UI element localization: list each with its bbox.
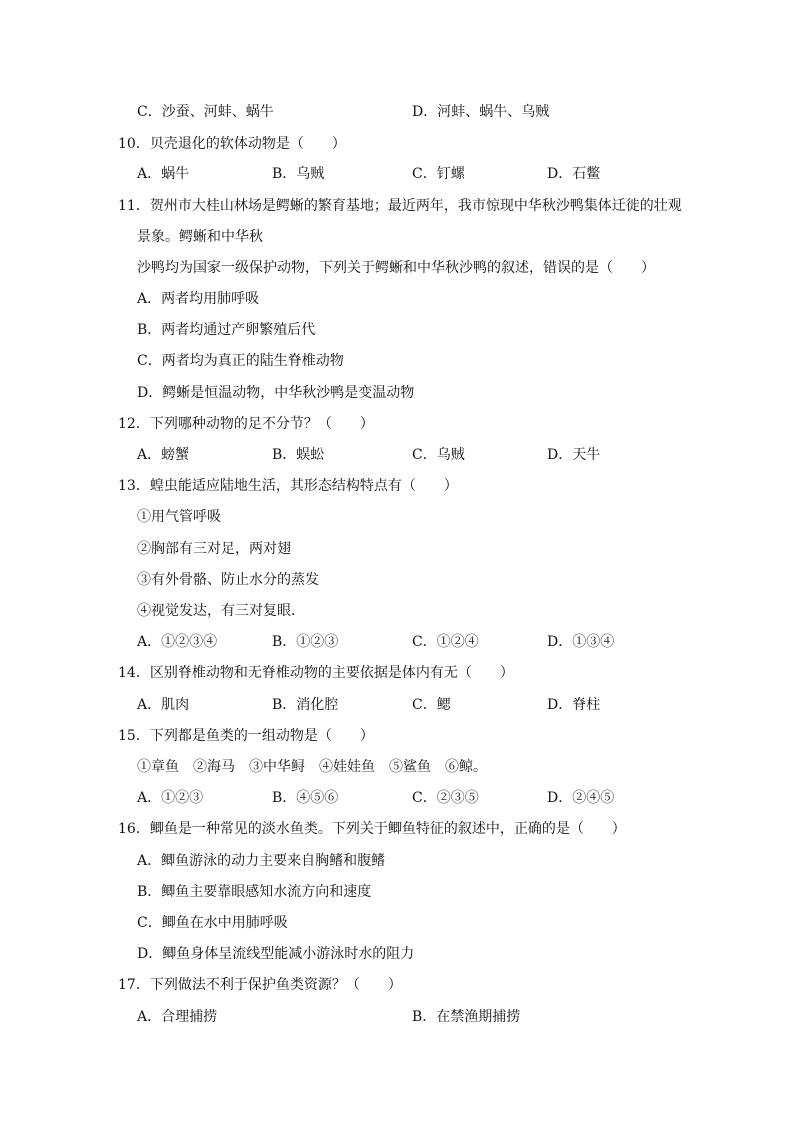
q14-option-a: A．肌肉 [137,697,190,713]
q11-stem-line2: 景象。鳄蜥和中华秋 [137,229,263,245]
q16-option-c: C．鲫鱼在水中用肺呼吸 [137,915,288,931]
q16-option-d: D．鲫鱼身体呈流线型能减小游泳时水的阻力 [137,946,415,962]
q15-option-a: A．①②③ [137,790,204,806]
q11-option-c: C．两者均为真正的陆生脊椎动物 [137,353,344,369]
q12-option-d: D．天牛 [547,447,601,463]
q16-option-a: A．鲫鱼游泳的动力主要来自胸鳍和腹鳍 [137,853,386,869]
q9-option-c: C．沙蚕、河蚌、蜗牛 [137,104,274,120]
q12-option-b: B．蜈蚣 [272,447,325,463]
q10-stem: 10．贝壳退化的软体动物是（ ） [118,136,346,152]
q12-stem: 12．下列哪种动物的足不分节？（ ） [118,416,374,432]
q13-stem: 13．蝗虫能适应陆地生活，其形态结构特点有（ ） [118,478,458,494]
q11-stem-line3: 沙鸭均为国家一级保护动物，下列关于鳄蜥和中华秋沙鸭的叙述，错误的是（ ） [137,260,655,276]
q14-stem: 14．区别脊椎动物和无脊椎动物的主要依据是体内有无（ ） [118,665,514,681]
q10-option-d: D．石鳖 [547,166,601,182]
q13-option-d: D．①③④ [547,634,615,650]
q13-option-c: C．①②④ [412,634,479,650]
q13-item-1: ①用气管呼吸 [137,509,221,525]
q15-option-b: B．④⑤⑥ [272,790,339,806]
q17-option-b: B．在禁渔期捕捞 [412,1009,521,1025]
q9-option-d: D．河蚌、蜗牛、乌贼 [412,104,550,120]
q10-option-b: B．乌贼 [272,166,325,182]
q13-item-4: ④视觉发达，有三对复眼． [137,603,305,619]
q13-option-a: A．①②③④ [137,634,218,650]
q12-option-c: C．乌贼 [412,447,465,463]
q10-option-a: A．蜗牛 [137,166,190,182]
q14-option-c: C．鳃 [412,697,451,713]
q14-option-d: D．脊柱 [547,697,601,713]
q15-items: ①章鱼 ②海马 ③中华鲟 ④娃娃鱼 ⑤鲨鱼 ⑥鲸。 [137,759,487,775]
q11-option-a: A．两者均用肺呼吸 [137,291,260,307]
q13-item-3: ③有外骨骼、防止水分的蒸发 [137,572,319,588]
q11-option-d: D．鳄蜥是恒温动物，中华秋沙鸭是变温动物 [137,385,415,401]
q16-stem: 16．鲫鱼是一种常见的淡水鱼类。下列关于鲫鱼特征的叙述中，正确的是（ ） [118,821,626,837]
q14-option-b: B．消化腔 [272,697,339,713]
q11-option-b: B．两者均通过产卵繁殖后代 [137,322,316,338]
q16-option-b: B．鲫鱼主要靠眼感知水流方向和速度 [137,884,372,900]
q15-stem: 15．下列都是鱼类的一组动物是（ ） [118,728,374,744]
q17-stem: 17．下列做法不利于保护鱼类资源？（ ） [118,977,402,993]
q11-stem-line1: 11．贺州市大桂山林场是鳄蜥的繁育基地；最近两年，我市惊现中华秋沙鸭集体迁徙的壮观 [118,198,682,214]
q17-option-a: A．合理捕捞 [137,1009,218,1025]
q15-option-c: C．②③⑤ [412,790,479,806]
q13-item-2: ②胸部有三对足，两对翅 [137,541,291,557]
q13-option-b: B．①②③ [272,634,339,650]
q10-option-c: C．钉螺 [412,166,465,182]
q12-option-a: A．螃蟹 [137,447,190,463]
q15-option-d: D．②④⑤ [547,790,615,806]
